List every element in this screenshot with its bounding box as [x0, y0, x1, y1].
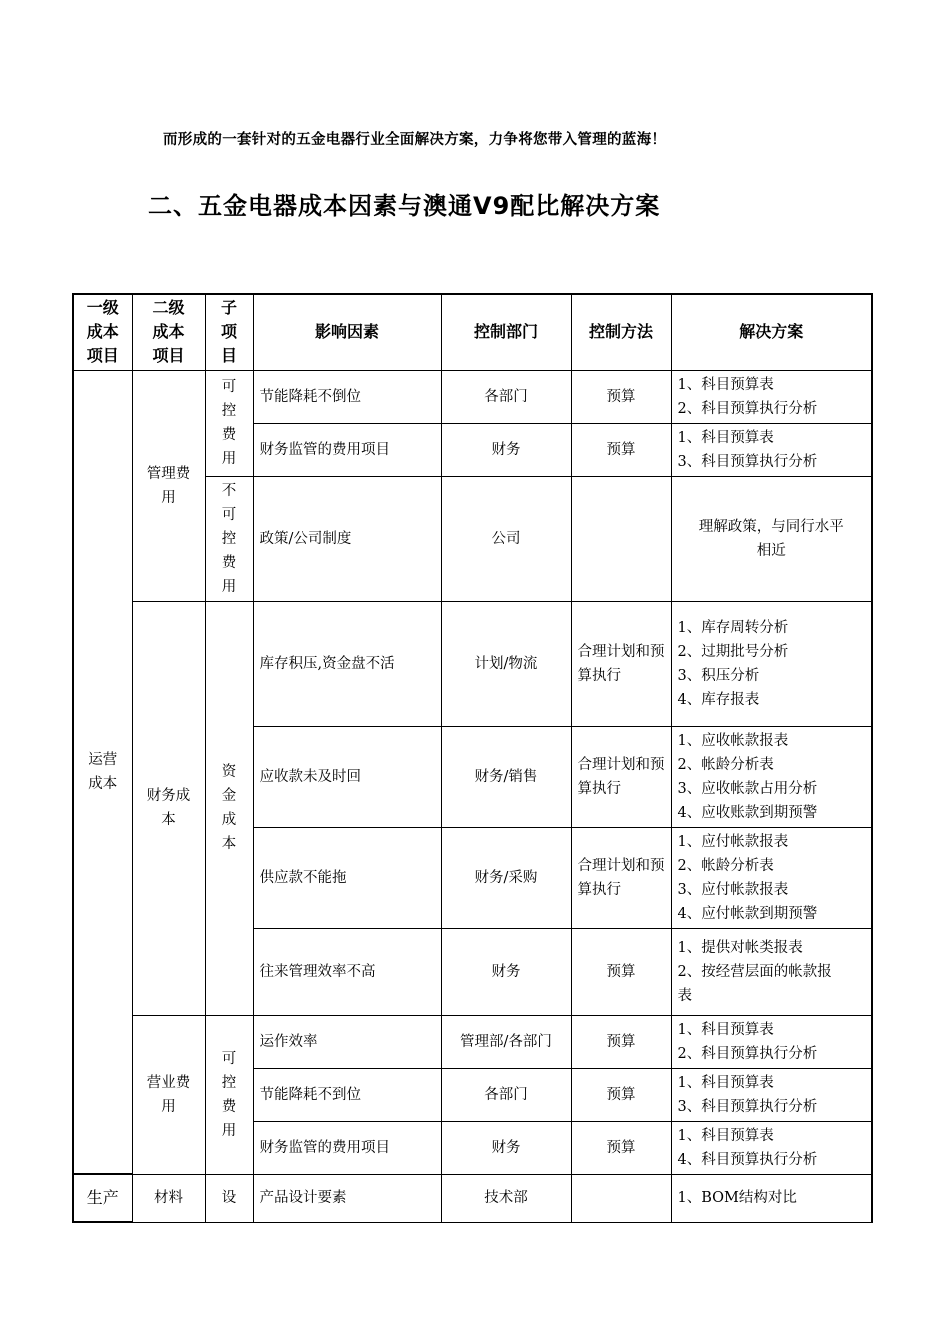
sub-capital-cost: 资金成本 — [205, 601, 253, 1015]
header-row — [73, 294, 872, 370]
method-cell — [571, 476, 671, 601]
solution-cell: 1、科目预算表 4、科目预算执行分析 — [671, 1121, 872, 1174]
method-cell: 合理计划和预算执行 — [571, 827, 671, 928]
header-factor: 影响因素 — [253, 294, 441, 370]
group-material: 材料 — [132, 1174, 205, 1222]
solution-cell: 1、科目预算表 3、科目预算执行分析 — [671, 423, 872, 476]
group-operating-cost: 运营成本 — [73, 370, 132, 1174]
dept-cell: 技术部 — [441, 1174, 571, 1222]
dept-cell: 公司 — [441, 476, 571, 601]
method-cell: 预算 — [571, 1068, 671, 1121]
header-sub: 子项目 — [205, 294, 253, 370]
method-cell: 预算 — [571, 928, 671, 1015]
method-cell: 预算 — [571, 1121, 671, 1174]
dept-cell: 计划/物流 — [441, 601, 571, 726]
solution-cell: 1、科目预算表 2、科目预算执行分析 — [671, 370, 872, 423]
sub-controllable-2: 可控费用 — [205, 1015, 253, 1174]
factor-cell: 库存积压,资金盘不活 — [253, 601, 441, 726]
table-row — [73, 370, 872, 423]
factor-cell: 财务监管的费用项目 — [253, 423, 441, 476]
dept-cell: 各部门 — [441, 1068, 571, 1121]
dept-cell: 管理部/各部门 — [441, 1015, 571, 1068]
dept-cell: 财务/销售 — [441, 726, 571, 827]
method-cell: 预算 — [571, 1015, 671, 1068]
factor-cell: 运作效率 — [253, 1015, 441, 1068]
dept-cell: 财务 — [441, 423, 571, 476]
solution-cell: 1、提供对帐类报表 2、按经营层面的帐款报 表 — [671, 928, 872, 1015]
header-dept: 控制部门 — [441, 294, 571, 370]
solution-cell: 1、应收帐款报表 2、帐龄分析表 3、应收帐款占用分析 4、应收账款到期预警 — [671, 726, 872, 827]
group-sales-expense: 营业费用 — [132, 1015, 205, 1174]
factor-cell: 供应款不能拖 — [253, 827, 441, 928]
header-solution: 解决方案 — [671, 294, 872, 370]
dept-cell: 各部门 — [441, 370, 571, 423]
dept-cell: 财务/采购 — [441, 827, 571, 928]
method-cell: 合理计划和预算执行 — [571, 726, 671, 827]
group-production: 生产 — [73, 1174, 132, 1222]
table-row — [73, 1174, 872, 1222]
factor-cell: 节能降耗不倒位 — [253, 370, 441, 423]
method-cell: 预算 — [571, 370, 671, 423]
method-cell: 合理计划和预算执行 — [571, 601, 671, 726]
factor-cell: 应收款未及时回 — [253, 726, 441, 827]
sub-design: 设 — [205, 1174, 253, 1222]
method-cell — [571, 1174, 671, 1222]
solution-cell: 1、应付帐款报表 2、帐龄分析表 3、应付帐款报表 4、应付帐款到期预警 — [671, 827, 872, 928]
group-mgmt-expense: 管理费用 — [132, 370, 205, 601]
table-row — [73, 601, 872, 726]
solution-cell: 1、科目预算表 2、科目预算执行分析 — [671, 1015, 872, 1068]
group-finance-cost: 财务成本 — [132, 601, 205, 1015]
solution-cell: 1、库存周转分析 2、过期批号分析 3、积压分析 4、库存报表 — [671, 601, 872, 726]
section-heading: 二、五金电器成本因素与澳通V9配比解决方案 — [148, 192, 661, 220]
dept-cell: 财务 — [441, 1121, 571, 1174]
intro-text: 而形成的一套针对的五金电器行业全面解决方案，力争将您带入管理的蓝海！ — [163, 132, 667, 148]
dept-cell: 财务 — [441, 928, 571, 1015]
sub-uncontrollable: 不可控费用 — [205, 476, 253, 601]
table-row — [73, 1015, 872, 1068]
factor-cell: 政策/公司制度 — [253, 476, 441, 601]
method-cell: 预算 — [571, 423, 671, 476]
sub-controllable-1: 可控费用 — [205, 370, 253, 476]
solution-cell: 理解政策，与同行水平 相近 — [671, 476, 872, 601]
factor-cell: 节能降耗不到位 — [253, 1068, 441, 1121]
factor-cell: 往来管理效率不高 — [253, 928, 441, 1015]
header-level1: 一级成本项目 — [73, 294, 132, 370]
solution-cell: 1、科目预算表 3、科目预算执行分析 — [671, 1068, 872, 1121]
header-method: 控制方法 — [571, 294, 671, 370]
solution-cell: 1、BOM结构对比 — [671, 1174, 872, 1222]
header-level2: 二级成本项目 — [132, 294, 205, 370]
factor-cell: 产品设计要素 — [253, 1174, 441, 1222]
cost-factor-table — [72, 293, 873, 1223]
factor-cell: 财务监管的费用项目 — [253, 1121, 441, 1174]
